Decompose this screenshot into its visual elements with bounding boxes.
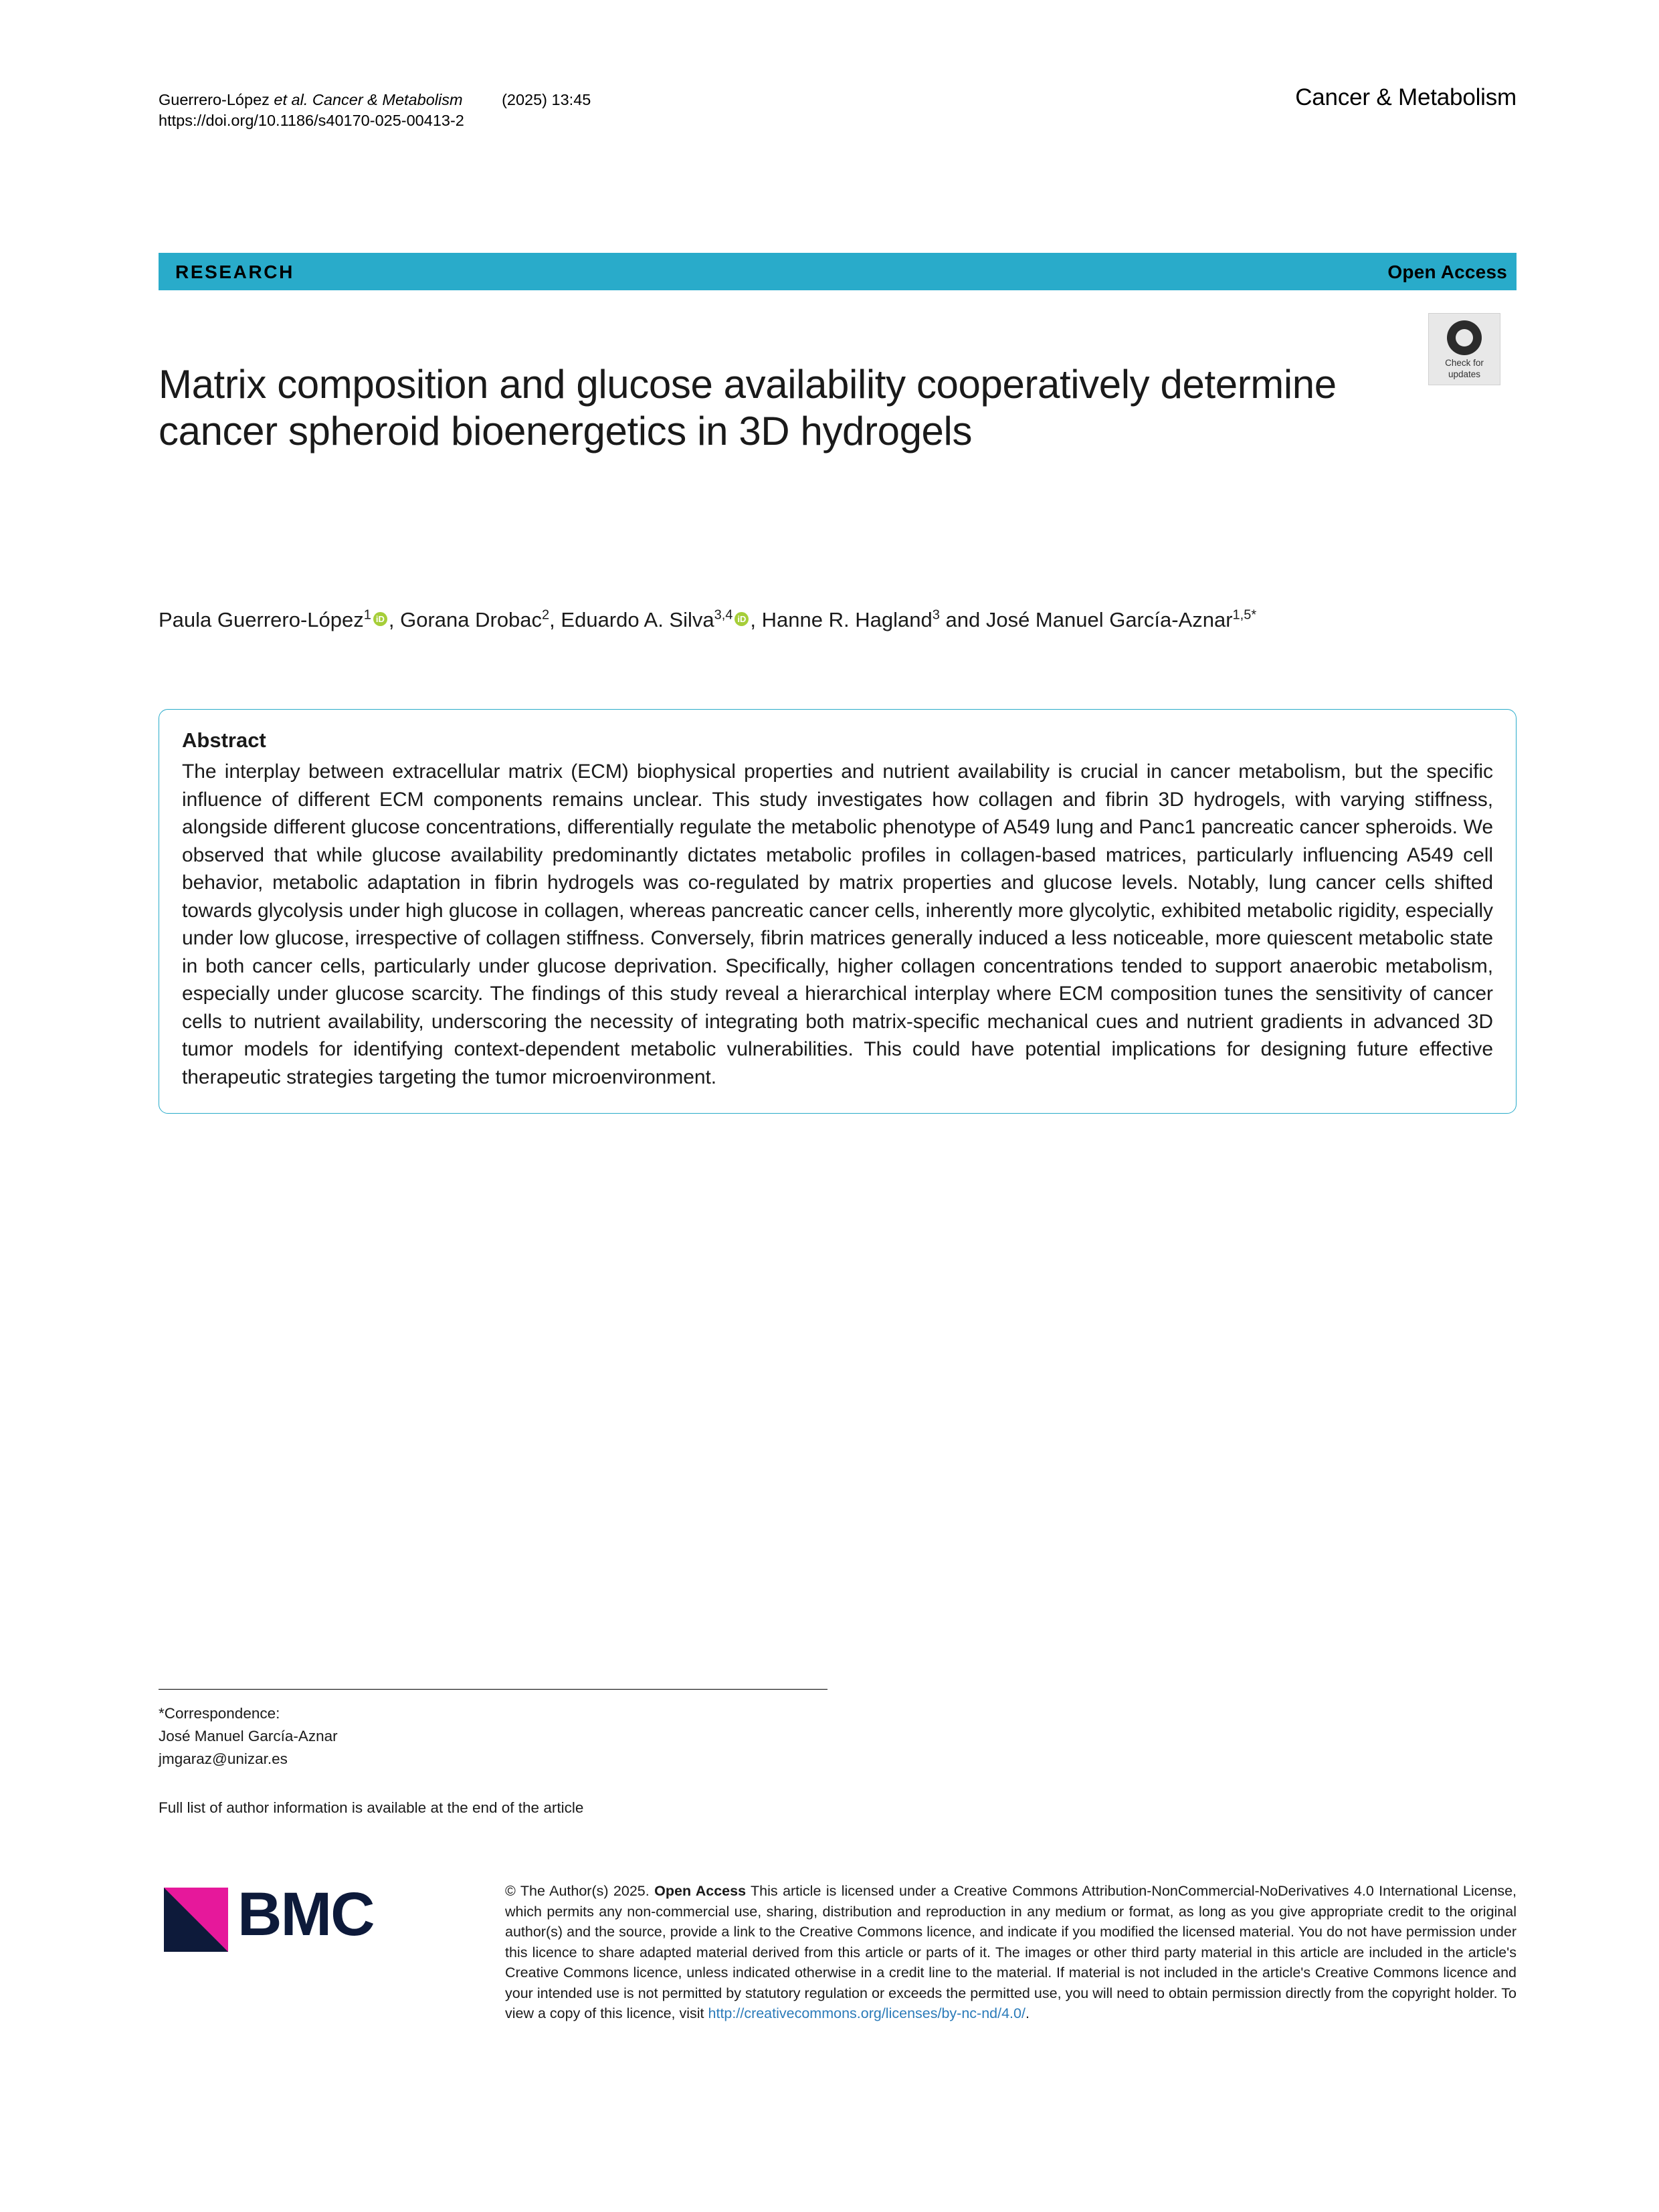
- author-name-2[interactable]: Gorana Drobac: [400, 608, 543, 631]
- bmc-logo: [164, 1880, 465, 1987]
- citation-author: Guerrero-López: [159, 91, 270, 108]
- running-head: [159, 84, 1517, 142]
- article-type-bar: [159, 253, 1517, 290]
- author-affil-3: 3,4: [714, 607, 733, 623]
- citation-volume: (2025) 13:45: [502, 91, 591, 108]
- doi-line[interactable]: https://doi.org/10.1186/s40170-025-00413-2: [159, 112, 464, 129]
- crossmark-caption-line1: Check for: [1445, 358, 1484, 368]
- author-connector: and: [945, 608, 981, 631]
- author-affil-5: 1,5*: [1232, 607, 1257, 623]
- author-list: Paula Guerrero-López$^1$ iD , Gorana Drobac$^2$, Eduardo A. Silva$^{3,4}$ iD , Hanne R. Hagland$^3$ and José Manuel García-Aznar$^{1,5*}$: [159, 605, 1517, 634]
- correspondence-name: José Manuel García-Aznar: [159, 1727, 338, 1744]
- journal-title: Cancer & Metabolism: [1295, 84, 1517, 110]
- bmc-logo-text: BMC: [237, 1880, 374, 1948]
- bmc-logo-triangle: [164, 1888, 228, 1952]
- license-body: This article is licensed under a Creative Commons Attribution-NonCommercial-NoDerivatives 4.0 International License, which permits any non-commercial use, sharing, distribution and reproduction in any medium or format, as long as you give appropriate credit to the original author(s) and the source, provide a link to the Creative Commons licence, and indicate if you modified the licensed material. You do not have permission under this licence to share adapted material derived from this article or parts of it. The images or other third party material in this article are included in the article's Creative Commons licence, unless indicated otherwise in a credit line to the material. If material is not included in the article's Creative Commons licence and your intended use is not permitted by statutory regulation or exceeds the permitted use, you will need to obtain permission directly from the copyright holder. To view a copy of this licence, visit: [505, 1883, 1517, 2022]
- copyright-text: © The Author(s) 2025.: [505, 1883, 650, 1899]
- author-name-5[interactable]: José Manuel García-Aznar: [985, 608, 1233, 631]
- crossmark-caption: [1429, 358, 1500, 381]
- orcid-icon[interactable]: [735, 612, 749, 626]
- abstract-heading: Abstract: [182, 728, 266, 752]
- running-head-citation: [159, 88, 591, 111]
- author-name-1[interactable]: Paula Guerrero-López: [159, 608, 364, 631]
- bmc-logo-mark-icon: [164, 1888, 228, 1952]
- abstract-box: [159, 709, 1517, 1114]
- author-affil-2: 2: [542, 607, 550, 623]
- correspondence-block: [159, 1702, 894, 1770]
- check-for-updates-badge[interactable]: [1428, 313, 1500, 385]
- author-name-3[interactable]: Eduardo A. Silva: [561, 608, 714, 631]
- author-info-note: Full list of author information is available at the end of the article: [159, 1799, 584, 1816]
- license-link[interactable]: http://creativecommons.org/licenses/by-nc-nd/4.0/: [708, 2005, 1026, 2022]
- article-type-label: RESEARCH: [175, 262, 294, 282]
- orcid-icon[interactable]: [373, 612, 387, 626]
- license-open-access-label: Open Access: [654, 1883, 747, 1899]
- crossmark-icon: [1447, 320, 1482, 355]
- correspondence-email[interactable]: jmgaraz@unizar.es: [159, 1750, 288, 1767]
- crossmark-caption-line2: updates: [1448, 369, 1481, 379]
- license-block: [505, 1881, 1517, 2024]
- open-access-label: Open Access: [1387, 262, 1507, 282]
- footnote-divider: [159, 1689, 827, 1690]
- author-affil-1: 1: [363, 607, 371, 623]
- license-tail: .: [1025, 2005, 1030, 2022]
- citation-journal-italic: et al. Cancer & Metabolism: [274, 91, 463, 108]
- author-affil-4: 3: [932, 607, 940, 623]
- page-title: Matrix composition and glucose availability cooperatively determine cancer spheroid bioenergetics in 3D hydrogels: [159, 362, 1337, 454]
- author-name-4[interactable]: Hanne R. Hagland: [761, 608, 933, 631]
- correspondence-label: *Correspondence:: [159, 1705, 280, 1722]
- abstract-text: The interplay between extracellular matrix (ECM) biophysical properties and nutrient availability is crucial in cancer metabolism, but the specific influence of different ECM components remains unclear. This study investigates how collagen and fibrin 3D hydrogels, with varying stiffness, alongside different glucose concentrations, differentially regulate the metabolic phenotype of A549 lung and Panc1 pancreatic cancer spheroids. We observed that while glucose availability predominantly dictates metabolic profiles in collagen-based matrices, particularly influencing A549 cell behavior, metabolic adaptation in fibrin hydrogels was co-regulated by matrix properties and glucose levels. Notably, lung cancer cells shifted towards glycolysis under high glucose in collagen, whereas pancreatic cancer cells, inherently more glycolytic, exhibited metabolic rigidity, especially under low glucose, irrespective of collagen stiffness. Conversely, fibrin matrices generally induced a less noticeable, more quiescent metabolic state in both cancer cells, particularly under glucose deprivation. Specifically, higher collagen concentrations tended to support anaerobic metabolism, especially under glucose scarcity. The findings of this study reveal a hierarchical interplay where ECM composition tunes the sensitivity of cancer cells to nutrient availability, underscoring the necessity of integrating both matrix-specific mechanical cues and nutrient gradients in advanced 3D tumor models for identifying context-dependent metabolic vulnerabilities. This could have potential implications for designing future effective therapeutic strategies targeting the tumor microenvironment.: [182, 761, 1493, 1089]
